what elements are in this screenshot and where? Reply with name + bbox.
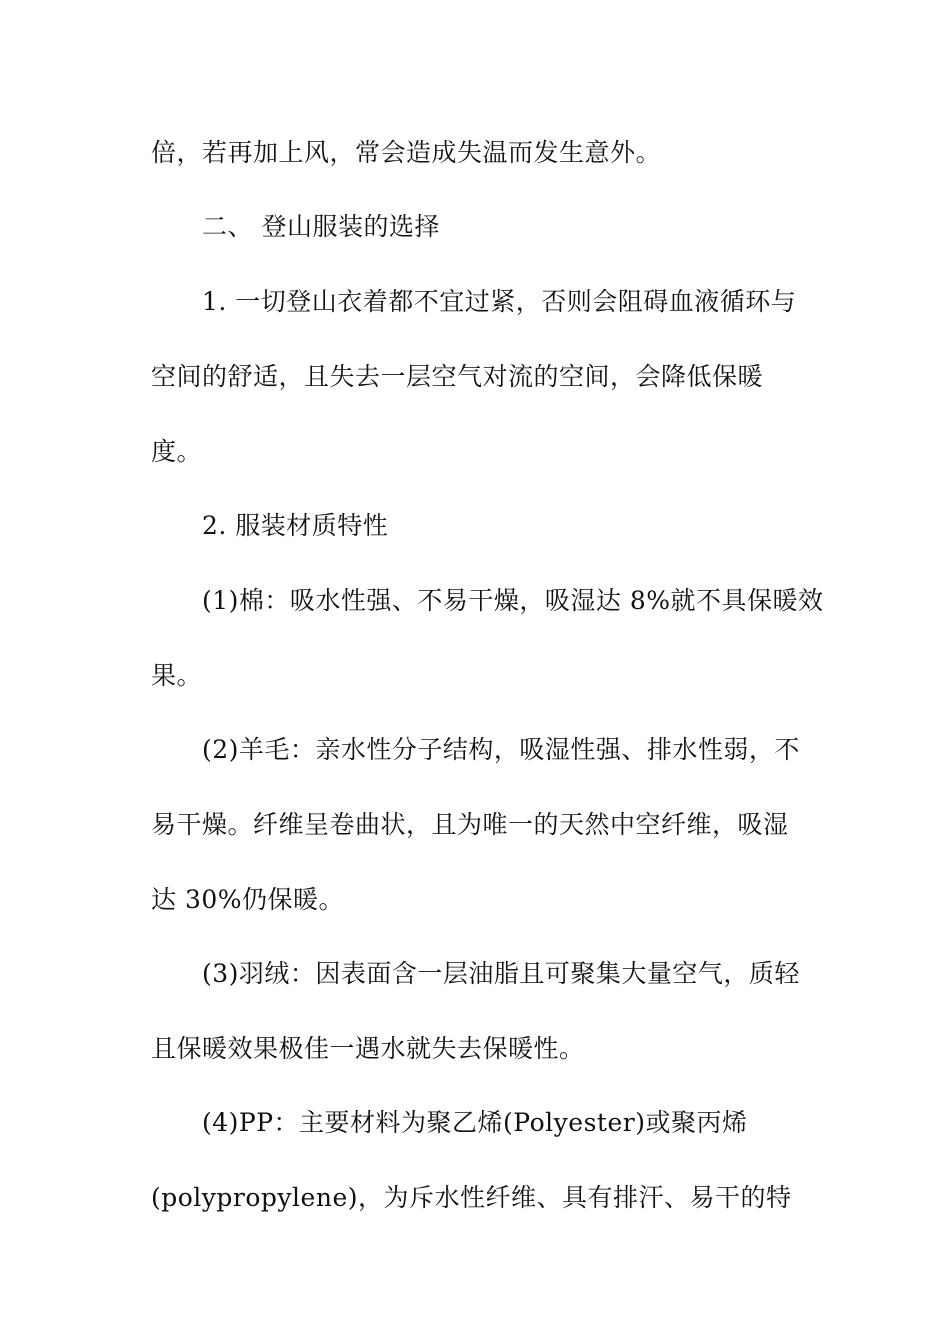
text-line-15: (polypropylene)，为斥水性纤维、具有排汗、易干的特: [151, 1183, 792, 1212]
text-line-12: (3)羽绒：因表面含一层油脂且可聚集大量空气，质轻: [202, 959, 800, 988]
text-line-14: (4)PP：主要材料为聚乙烯(Polyester)或聚丙烯: [202, 1108, 748, 1137]
subsection-heading: 2. 服装材质特性: [202, 511, 389, 540]
text-line-1: 倍，若再加上风，常会造成失温而发生意外。: [151, 138, 662, 167]
text-line-13: 且保暖效果极佳一遇水就失去保暖性。: [151, 1034, 585, 1063]
text-line-7: (1)棉：吸水性强、不易干燥，吸湿达 8%就不具保暖效: [202, 586, 824, 615]
text-line-3: 1. 一切登山衣着都不宜过紧，否则会阻碍血液循环与: [202, 287, 797, 316]
text-line-8: 果。: [151, 661, 203, 690]
text-line-4: 空间的舒适，且失去一层空气对流的空间，会降低保暖: [151, 362, 764, 391]
text-line-9: (2)羊毛：亲水性分子结构，吸湿性强、排水性弱，不: [202, 735, 800, 764]
text-line-10: 易干燥。纤维呈卷曲状，且为唯一的天然中空纤维，吸湿: [151, 810, 789, 839]
text-line-5: 度。: [151, 437, 203, 466]
section-heading: 二、 登山服装的选择: [202, 212, 440, 241]
text-line-11: 达 30%仍保暖。: [151, 885, 345, 914]
